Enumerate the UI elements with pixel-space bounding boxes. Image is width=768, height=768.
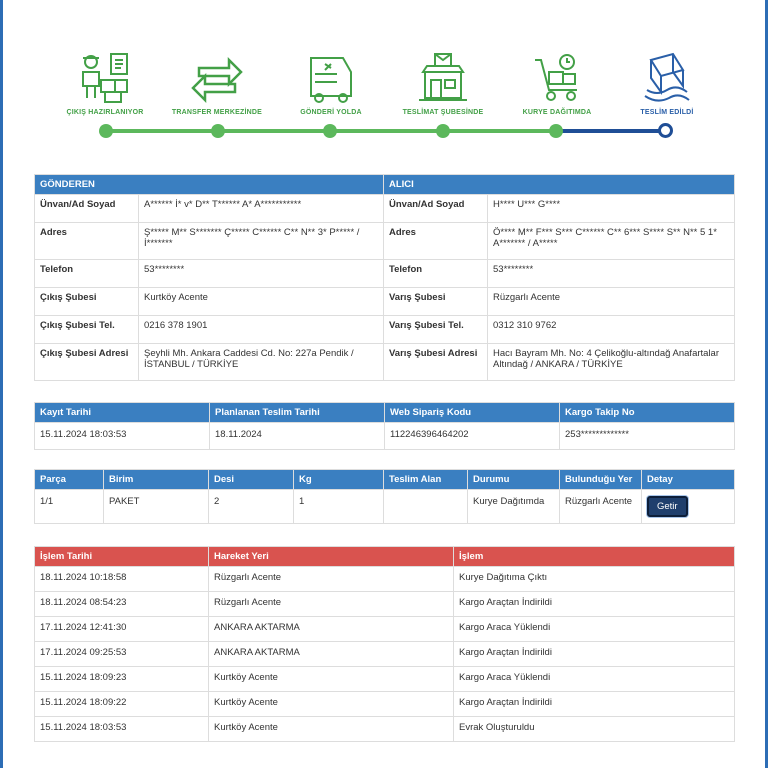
- column-header: Birim: [104, 470, 209, 490]
- progress-dot: [436, 124, 450, 138]
- field-label: Telefon: [35, 260, 139, 288]
- column-header: İşlem Tarihi: [35, 547, 209, 567]
- history-date: 15.11.2024 18:09:23: [35, 667, 209, 692]
- table-row: [35, 617, 735, 642]
- column-header: Kargo Takip No: [560, 403, 735, 423]
- history-action: Kargo Araca Yüklendi: [454, 617, 735, 642]
- step-delivered: [607, 50, 727, 116]
- shipment-info-table: [34, 402, 735, 450]
- receiver-header: ALICI: [384, 175, 735, 195]
- field-label: Çıkış Şubesi: [35, 288, 139, 316]
- history-location: Rüzgarlı Acente: [209, 592, 454, 617]
- column-header: Desi: [209, 470, 294, 490]
- hand-truck-icon: [527, 50, 587, 106]
- sender-address: Ş***** M** S******* Ç***** C****** C** N** 3* P***** / İ*******: [139, 223, 384, 260]
- history-date: 17.11.2024 12:41:30: [35, 617, 209, 642]
- parcel-piece: 1/1: [35, 490, 104, 524]
- table-row: [35, 592, 735, 617]
- origin-branch: Kurtköy Acente: [139, 288, 384, 316]
- history-date: 18.11.2024 08:54:23: [35, 592, 209, 617]
- progress-dot: [99, 124, 113, 138]
- origin-branch-address: Şeyhli Mh. Ankara Caddesi Cd. No: 227a Pendik / İSTANBUL / TÜRKİYE: [139, 344, 384, 381]
- history-action: Kargo Araca Yüklendi: [454, 667, 735, 692]
- web-order-code: 112246396464202: [385, 423, 560, 450]
- receiver-name: H**** U*** G****: [488, 195, 735, 223]
- left-frame-border: [0, 0, 3, 768]
- column-header: Teslim Alan: [384, 470, 468, 490]
- tracking-progress: [45, 50, 725, 140]
- destination-branch: Rüzgarlı Acente: [488, 288, 735, 316]
- column-header: Web Sipariş Kodu: [385, 403, 560, 423]
- tracking-number: 253*************: [560, 423, 735, 450]
- progress-dot: [549, 124, 563, 138]
- field-label: Adres: [384, 223, 488, 260]
- step-at-branch: [383, 50, 503, 116]
- history-location: ANKARA AKTARMA: [209, 642, 454, 667]
- field-label: Çıkış Şubesi Adresi: [35, 344, 139, 381]
- column-header: İşlem: [454, 547, 735, 567]
- movement-history-table: [34, 546, 735, 742]
- field-label: Varış Şubesi Tel.: [384, 316, 488, 344]
- step-on-the-way: [271, 50, 391, 116]
- history-action: Kurye Dağıtıma Çıktı: [454, 567, 735, 592]
- column-header: Hareket Yeri: [209, 547, 454, 567]
- parcel-table: [34, 469, 735, 524]
- history-location: ANKARA AKTARMA: [209, 617, 454, 642]
- history-action: Kargo Araçtan İndirildi: [454, 642, 735, 667]
- get-detail-button[interactable]: Getir: [647, 496, 688, 517]
- column-header: Bulunduğu Yer: [560, 470, 642, 490]
- field-label: Varış Şubesi: [384, 288, 488, 316]
- registration-date: 15.11.2024 18:03:53: [35, 423, 210, 450]
- history-date: 18.11.2024 10:18:58: [35, 567, 209, 592]
- history-location: Rüzgarlı Acente: [209, 567, 454, 592]
- delivery-truck-icon: [301, 50, 361, 106]
- step-courier: [497, 50, 617, 116]
- history-location: Kurtköy Acente: [209, 717, 454, 742]
- sender-name: A****** İ* v* D** T****** A* A***********: [139, 195, 384, 223]
- step-label: TESLİM EDİLDİ: [640, 109, 694, 116]
- column-header: Kayıt Tarihi: [35, 403, 210, 423]
- history-action: Kargo Araçtan İndirildi: [454, 692, 735, 717]
- progress-dot-current: [658, 123, 673, 138]
- history-action: Evrak Oluşturuldu: [454, 717, 735, 742]
- destination-branch-address: Hacı Bayram Mh. No: 4 Çelikoğlu-altındağ Anafartalar Altındağ / ANKARA / TÜRKİYE: [488, 344, 735, 381]
- history-date: 17.11.2024 09:25:53: [35, 642, 209, 667]
- field-label: Ünvan/Ad Soyad: [384, 195, 488, 223]
- step-preparing: [45, 50, 165, 116]
- history-date: 15.11.2024 18:03:53: [35, 717, 209, 742]
- delivered-package-icon: [637, 50, 697, 106]
- column-header: Kg: [294, 470, 384, 490]
- step-transfer: [157, 50, 277, 116]
- column-header: Parça: [35, 470, 104, 490]
- parcel-received-by: [384, 490, 468, 524]
- table-row: [35, 692, 735, 717]
- history-action: Kargo Araçtan İndirildi: [454, 592, 735, 617]
- progress-track-final: [556, 129, 666, 133]
- parcel-desi: 2: [209, 490, 294, 524]
- parcel-detail-cell: [642, 490, 735, 524]
- step-label: KURYE DAĞITIMDA: [522, 109, 592, 116]
- parcel-kg: 1: [294, 490, 384, 524]
- parcel-location: Rüzgarlı Acente: [560, 490, 642, 524]
- history-date: 15.11.2024 18:09:22: [35, 692, 209, 717]
- history-location: Kurtköy Acente: [209, 667, 454, 692]
- worker-boxes-icon: [75, 50, 135, 106]
- branch-store-icon: [413, 50, 473, 106]
- column-header: Planlanan Teslim Tarihi: [210, 403, 385, 423]
- receiver-phone: 53********: [488, 260, 735, 288]
- progress-dot: [323, 124, 337, 138]
- transfer-arrows-icon: [187, 50, 247, 106]
- receiver-address: Ö**** M** F*** S*** C****** C** 6*** S**** S** N** 5 1* A******* / A*****: [488, 223, 735, 260]
- field-label: Telefon: [384, 260, 488, 288]
- field-label: Adres: [35, 223, 139, 260]
- parcel-unit: PAKET: [104, 490, 209, 524]
- table-row: [35, 567, 735, 592]
- step-label: GÖNDERİ YOLDA: [300, 109, 362, 116]
- sender-receiver-table: [34, 174, 735, 381]
- sender-phone: 53********: [139, 260, 384, 288]
- field-label: Çıkış Şubesi Tel.: [35, 316, 139, 344]
- parcel-status: Kurye Dağıtımda: [468, 490, 560, 524]
- table-row: [35, 642, 735, 667]
- step-label: TRANSFER MERKEZİNDE: [171, 109, 263, 116]
- table-row: [35, 667, 735, 692]
- destination-branch-phone: 0312 310 9762: [488, 316, 735, 344]
- table-row: [35, 717, 735, 742]
- origin-branch-phone: 0216 378 1901: [139, 316, 384, 344]
- column-header: Detay: [642, 470, 735, 490]
- step-label: TESLİMAT ŞUBESİNDE: [402, 109, 484, 116]
- history-location: Kurtköy Acente: [209, 692, 454, 717]
- field-label: Ünvan/Ad Soyad: [35, 195, 139, 223]
- field-label: Varış Şubesi Adresi: [384, 344, 488, 381]
- sender-header: GÖNDEREN: [35, 175, 384, 195]
- step-label: ÇIKIŞ HAZIRLANIYOR: [66, 109, 144, 116]
- column-header: Durumu: [468, 470, 560, 490]
- progress-dot: [211, 124, 225, 138]
- planned-delivery-date: 18.11.2024: [210, 423, 385, 450]
